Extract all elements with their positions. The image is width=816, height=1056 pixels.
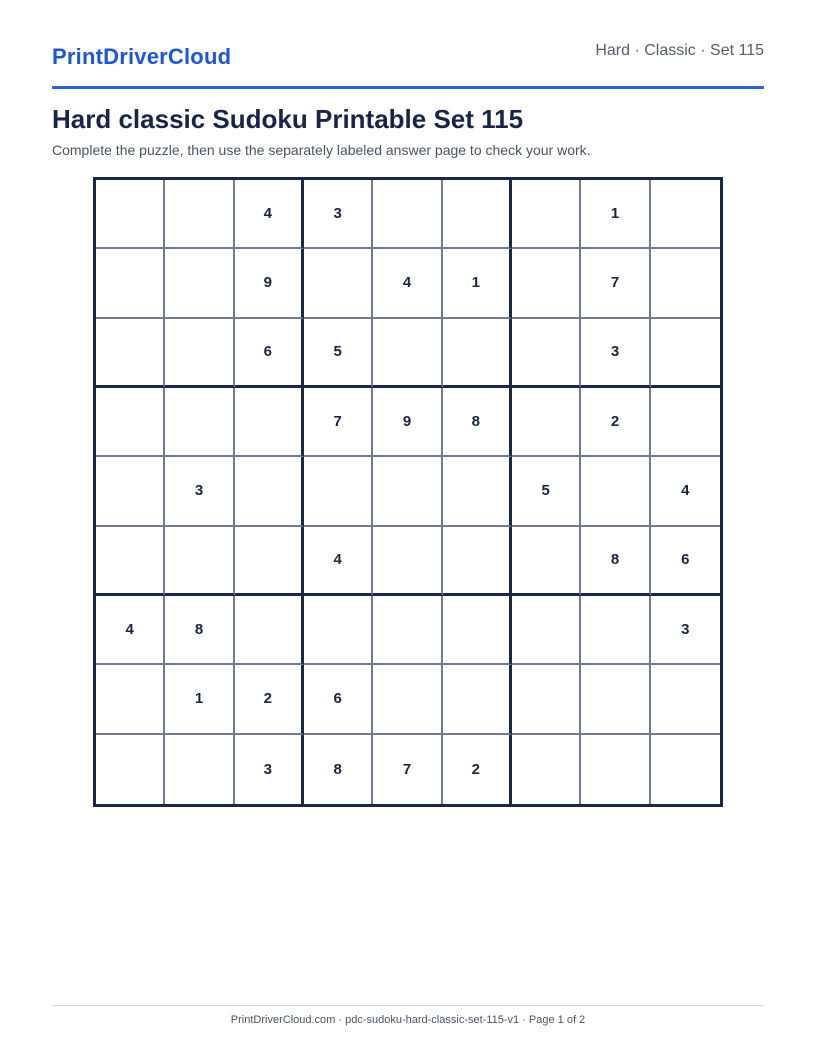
sudoku-cell[interactable] bbox=[165, 735, 234, 804]
sudoku-cell[interactable]: 8 bbox=[581, 527, 650, 596]
sudoku-cell[interactable]: 3 bbox=[165, 457, 234, 526]
sudoku-cell[interactable] bbox=[373, 596, 442, 665]
sudoku-cell[interactable] bbox=[512, 319, 581, 388]
sudoku-cell[interactable] bbox=[581, 665, 650, 734]
sudoku-cell[interactable]: 8 bbox=[304, 735, 373, 804]
sudoku-cell[interactable] bbox=[235, 457, 304, 526]
sudoku-cell[interactable] bbox=[581, 596, 650, 665]
puzzle-meta: Hard · Classic · Set 115 bbox=[595, 42, 764, 59]
sudoku-cell[interactable] bbox=[443, 319, 512, 388]
sudoku-cell[interactable]: 3 bbox=[304, 180, 373, 249]
sudoku-cell[interactable] bbox=[165, 388, 234, 457]
sudoku-cell[interactable] bbox=[165, 319, 234, 388]
sudoku-cell[interactable] bbox=[165, 527, 234, 596]
sudoku-cell[interactable] bbox=[651, 180, 720, 249]
sudoku-cell[interactable] bbox=[512, 596, 581, 665]
sudoku-cell[interactable] bbox=[373, 180, 442, 249]
page-header bbox=[52, 38, 764, 89]
sudoku-cell[interactable] bbox=[512, 388, 581, 457]
sudoku-cell[interactable] bbox=[304, 249, 373, 318]
sudoku-cell[interactable]: 6 bbox=[651, 527, 720, 596]
sudoku-cell[interactable]: 7 bbox=[304, 388, 373, 457]
sudoku-cell[interactable] bbox=[443, 527, 512, 596]
sudoku-cell[interactable] bbox=[96, 527, 165, 596]
sudoku-cell[interactable]: 4 bbox=[304, 527, 373, 596]
sudoku-cell[interactable] bbox=[512, 249, 581, 318]
sudoku-cell[interactable] bbox=[443, 457, 512, 526]
sudoku-cell[interactable]: 2 bbox=[581, 388, 650, 457]
sudoku-cell[interactable]: 1 bbox=[165, 665, 234, 734]
sudoku-cell[interactable] bbox=[512, 665, 581, 734]
sudoku-cell[interactable] bbox=[96, 319, 165, 388]
sudoku-cell[interactable]: 4 bbox=[96, 596, 165, 665]
sudoku-cell[interactable] bbox=[235, 388, 304, 457]
sudoku-cell[interactable] bbox=[651, 319, 720, 388]
brand-logo-text: PrintDriverCloud bbox=[52, 44, 232, 69]
sudoku-cell[interactable] bbox=[165, 180, 234, 249]
sudoku-cell[interactable]: 4 bbox=[373, 249, 442, 318]
footer-divider bbox=[52, 1005, 764, 1006]
sudoku-cell[interactable] bbox=[512, 180, 581, 249]
sudoku-cell[interactable]: 5 bbox=[512, 457, 581, 526]
sudoku-cell[interactable]: 7 bbox=[581, 249, 650, 318]
sudoku-grid bbox=[93, 177, 723, 807]
sudoku-cell[interactable] bbox=[581, 735, 650, 804]
sudoku-cell[interactable]: 3 bbox=[581, 319, 650, 388]
sudoku-cell[interactable] bbox=[581, 457, 650, 526]
sudoku-cell[interactable] bbox=[165, 249, 234, 318]
sudoku-cell[interactable]: 2 bbox=[235, 665, 304, 734]
sudoku-cell[interactable] bbox=[373, 457, 442, 526]
sudoku-cell[interactable] bbox=[235, 596, 304, 665]
sudoku-cell[interactable] bbox=[443, 596, 512, 665]
sudoku-cell[interactable]: 2 bbox=[443, 735, 512, 804]
sudoku-cell[interactable]: 5 bbox=[304, 319, 373, 388]
sudoku-cell[interactable] bbox=[512, 735, 581, 804]
sudoku-cell[interactable] bbox=[512, 527, 581, 596]
sudoku-cell[interactable] bbox=[373, 527, 442, 596]
sudoku-cell[interactable]: 8 bbox=[165, 596, 234, 665]
page-title: Hard classic Sudoku Printable Set 115 bbox=[52, 104, 524, 134]
sudoku-cell[interactable]: 1 bbox=[581, 180, 650, 249]
sudoku-cell[interactable] bbox=[651, 388, 720, 457]
sudoku-cell[interactable] bbox=[304, 457, 373, 526]
sudoku-cell[interactable] bbox=[96, 180, 165, 249]
sudoku-cell[interactable] bbox=[443, 665, 512, 734]
sudoku-cell[interactable]: 4 bbox=[651, 457, 720, 526]
sudoku-cell[interactable] bbox=[651, 665, 720, 734]
sudoku-cell[interactable] bbox=[96, 249, 165, 318]
sudoku-cell[interactable]: 4 bbox=[235, 180, 304, 249]
sudoku-cell[interactable] bbox=[96, 388, 165, 457]
sudoku-cell[interactable] bbox=[96, 735, 165, 804]
sudoku-cell[interactable] bbox=[651, 735, 720, 804]
sudoku-cell[interactable] bbox=[235, 527, 304, 596]
page-subtitle: Complete the puzzle, then use the separately labeled answer page to check your work. bbox=[52, 142, 591, 158]
sudoku-cell[interactable]: 7 bbox=[373, 735, 442, 804]
sudoku-cell[interactable]: 1 bbox=[443, 249, 512, 318]
sudoku-cell[interactable] bbox=[651, 249, 720, 318]
sudoku-cell[interactable] bbox=[304, 596, 373, 665]
sudoku-cell[interactable] bbox=[96, 457, 165, 526]
sudoku-cell[interactable]: 3 bbox=[651, 596, 720, 665]
sudoku-cell[interactable]: 9 bbox=[373, 388, 442, 457]
sudoku-cell[interactable]: 9 bbox=[235, 249, 304, 318]
page-footer: PrintDriverCloud.com · pdc-sudoku-hard-classic-set-115-v1 · Page 1 of 2 bbox=[230, 1014, 586, 1026]
sudoku-cell[interactable] bbox=[443, 180, 512, 249]
sudoku-cell[interactable] bbox=[373, 319, 442, 388]
sudoku-cell[interactable] bbox=[373, 665, 442, 734]
sudoku-cell[interactable]: 6 bbox=[235, 319, 304, 388]
sudoku-cell[interactable]: 8 bbox=[443, 388, 512, 457]
sudoku-cell[interactable]: 3 bbox=[235, 735, 304, 804]
sudoku-cell[interactable]: 6 bbox=[304, 665, 373, 734]
sudoku-cell[interactable] bbox=[96, 665, 165, 734]
